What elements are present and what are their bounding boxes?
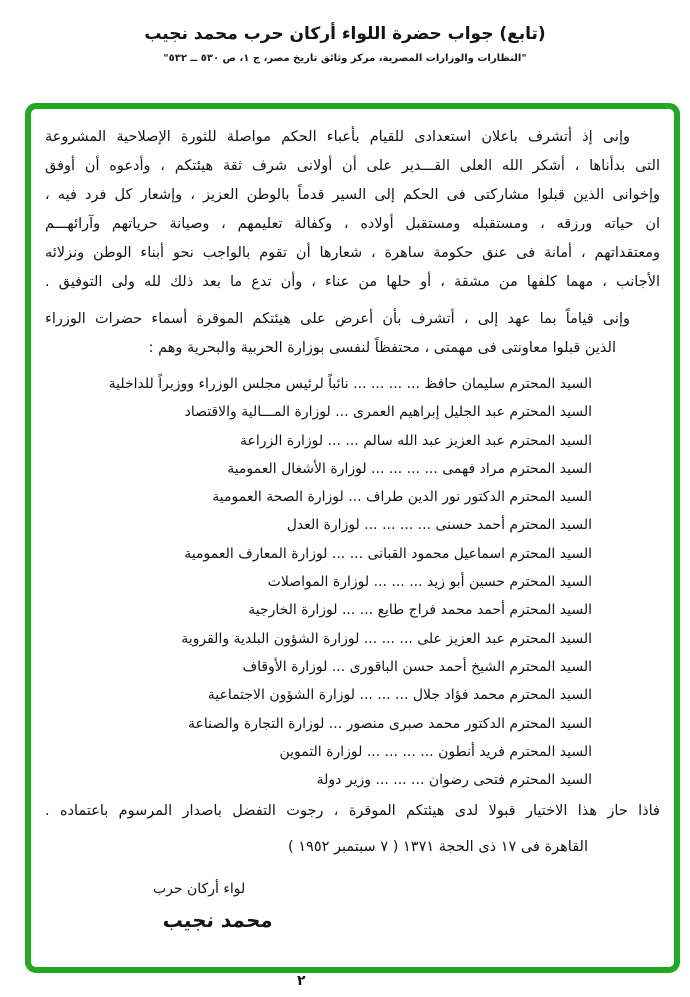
minister-portfolio: لوزارة التجارة والصناعة xyxy=(188,715,325,732)
green-border-frame xyxy=(25,103,680,973)
dotted-leader: ... xyxy=(328,715,343,732)
minister-portfolio: لوزارة الخارجية xyxy=(248,602,338,619)
dotted-leader: ... ... ... ... xyxy=(366,743,434,760)
minister-row xyxy=(45,653,592,681)
dotted-leader: ... ... ... ... xyxy=(371,460,438,477)
dotted-leader: ... ... ... xyxy=(359,687,409,704)
minister-portfolio: لوزارة الأوقاف xyxy=(242,658,328,675)
paragraph-line: الذين قبلوا معاونتى فى مهمتى ، محتفظاً لنفسى بوزارة الحربية والبحرية وهم : xyxy=(148,340,616,356)
paragraph-line: ومعتقداتهم ، أمانة فى عنق حكومة ساهرة ، شعارها أن تقوم بالواجب نحو أبناء الوطن ونزلائه xyxy=(45,245,660,261)
dotted-leader: ... ... ... xyxy=(373,574,423,591)
minister-row xyxy=(45,766,592,794)
minister-row xyxy=(45,568,592,596)
minister-row xyxy=(45,681,592,709)
minister-row xyxy=(45,625,592,653)
minister-row xyxy=(45,427,592,455)
dotted-leader: ... xyxy=(331,658,346,675)
minister-name: السيد المحترم حسين أبو زيد xyxy=(427,574,592,591)
minister-portfolio: لوزارة الزراعة xyxy=(240,432,324,449)
dotted-leader: ... ... ... xyxy=(363,630,413,647)
minister-row xyxy=(45,738,592,766)
minister-portfolio: لوزارة التموين xyxy=(279,743,363,760)
minister-name: السيد المحترم سليمان حافظ xyxy=(424,376,592,392)
minister-name: السيد المحترم مراد فهمى xyxy=(442,460,592,477)
presentation-paragraph xyxy=(45,305,660,363)
minister-name: السيد المحترم فتحى رضوان xyxy=(428,772,592,789)
paragraph-line: التى بدأناها ، أشكر الله العلى القـــدير على أن أولانى شرف ثقة هيئتكم ، وأدعوه أن أوفق xyxy=(45,158,660,174)
dotted-leader: ... ... ... ... xyxy=(353,376,420,392)
document-header xyxy=(0,0,690,64)
source-citation: "النظارات والوزارات المصرية، مركز وثائق تاريخ مصر، ج ١، ص ٥٣٠ ــ ٥٣٢" xyxy=(163,53,527,64)
signature-rank: لواء أركان حرب xyxy=(153,881,246,898)
minister-name: السيد المحترم اسماعيل محمود القبانى xyxy=(367,545,592,562)
minister-name: السيد المحترم الدكتور نور الدين طراف xyxy=(366,489,592,506)
minister-row xyxy=(45,370,592,398)
dotted-leader: ... xyxy=(335,404,349,421)
paragraph-line: وإنى إذ أتشرف باعلان استعدادى للقيام بأعباء الحكم مواصلة للثورة الإصلاحية المشروعة xyxy=(45,129,630,145)
minister-name: السيد المحترم عبد العزيز على xyxy=(417,630,592,647)
dotted-leader: ... ... xyxy=(331,545,364,562)
minister-row xyxy=(45,540,592,568)
signature-name: محمد نجيب xyxy=(161,908,275,933)
minister-name: السيد المحترم عبد العزيز عبد الله سالم xyxy=(363,432,592,449)
minister-name: السيد المحترم الشيخ أحمد حسن الباقورى xyxy=(349,658,592,675)
paragraph-line: وإنى قياماً بما عهد إلى ، أتشرف بأن أعرض على هيئتكم الموقرة أسماء حضرات الوزراء xyxy=(45,311,630,327)
ministers-list xyxy=(45,370,660,794)
minister-name: السيد المحترم أحمد حسنى xyxy=(435,517,592,534)
minister-name: السيد المحترم عبد الجليل إبراهيم العمرى xyxy=(353,404,592,421)
minister-name: السيد المحترم محمد فؤاد جلال xyxy=(412,687,592,704)
dotted-leader: ... ... xyxy=(327,432,359,449)
minister-name: السيد المحترم فريد أنطون xyxy=(438,743,592,760)
minister-portfolio: لوزارة المواصلات xyxy=(267,574,370,591)
opening-paragraph xyxy=(45,123,660,297)
dotted-leader: ... ... ... ... xyxy=(364,517,432,534)
paragraph-line: الأجانب ، مهما كلفها من مشقة ، أو حلها من عناء ، وأن تدع ما بعد ذلك لله ولى التوفيق . xyxy=(45,274,660,290)
document-title: (تابع) جواب حضرة اللواء أركان حرب محمد نجيب xyxy=(144,24,546,44)
closing-line: فاذا حاز هذا الاختيار قبولا لدى هيئتكم الموقرة ، رجوت التفضل باصدار المرسوم باعتماده . xyxy=(45,803,660,820)
paragraph-line: وإخوانى الذين قبلوا مشاركتى فى الحكم إلى السير قدماً بالوطن العزيز ، وإشعار كل فرد فيه ، xyxy=(45,187,660,203)
minister-portfolio: لوزارة المـــالية والاقتصاد xyxy=(184,404,331,421)
page-number: ٢ xyxy=(297,973,306,989)
minister-portfolio: لوزارة العدل xyxy=(286,517,360,534)
minister-name: السيد المحترم الدكتور محمد صبرى منصور xyxy=(346,715,592,732)
minister-row xyxy=(45,455,592,483)
minister-portfolio: لوزارة المعارف العمومية xyxy=(184,545,328,562)
dotted-leader: ... ... ... xyxy=(375,772,425,789)
minister-row xyxy=(45,398,592,426)
minister-name: السيد المحترم أحمد محمد فراج طايع xyxy=(377,602,592,619)
minister-portfolio: لوزارة الصحة العمومية xyxy=(212,489,344,506)
signature-block xyxy=(45,878,660,935)
minister-portfolio: نائباً لرئيس مجلس الوزراء ووزيراً للداخلية xyxy=(108,376,349,392)
minister-portfolio: لوزارة الشؤون البلدية والقروية xyxy=(181,630,360,647)
minister-row xyxy=(45,511,592,539)
dotted-leader: ... ... xyxy=(341,602,374,619)
minister-portfolio: لوزارة الشؤون الاجتماعية xyxy=(207,687,355,704)
dotted-leader: ... xyxy=(348,489,362,506)
minister-portfolio: وزير دولة xyxy=(316,772,371,789)
minister-row xyxy=(45,483,592,511)
minister-portfolio: لوزارة الأشغال العمومية xyxy=(227,460,367,477)
minister-row xyxy=(45,710,592,738)
date-line: القاهرة فى ١٧ ذى الحجة ١٣٧١ ( ٧ سبتمبر ١٩٥٢ ) xyxy=(287,839,588,856)
paragraph-line: ان حياته ورزقه ، ومستقبله ومستقبل أولاده ، وكفالة تعليمهم ، وصيانة حرياتهم وآرائهـــم xyxy=(45,216,660,232)
minister-row xyxy=(45,596,592,624)
